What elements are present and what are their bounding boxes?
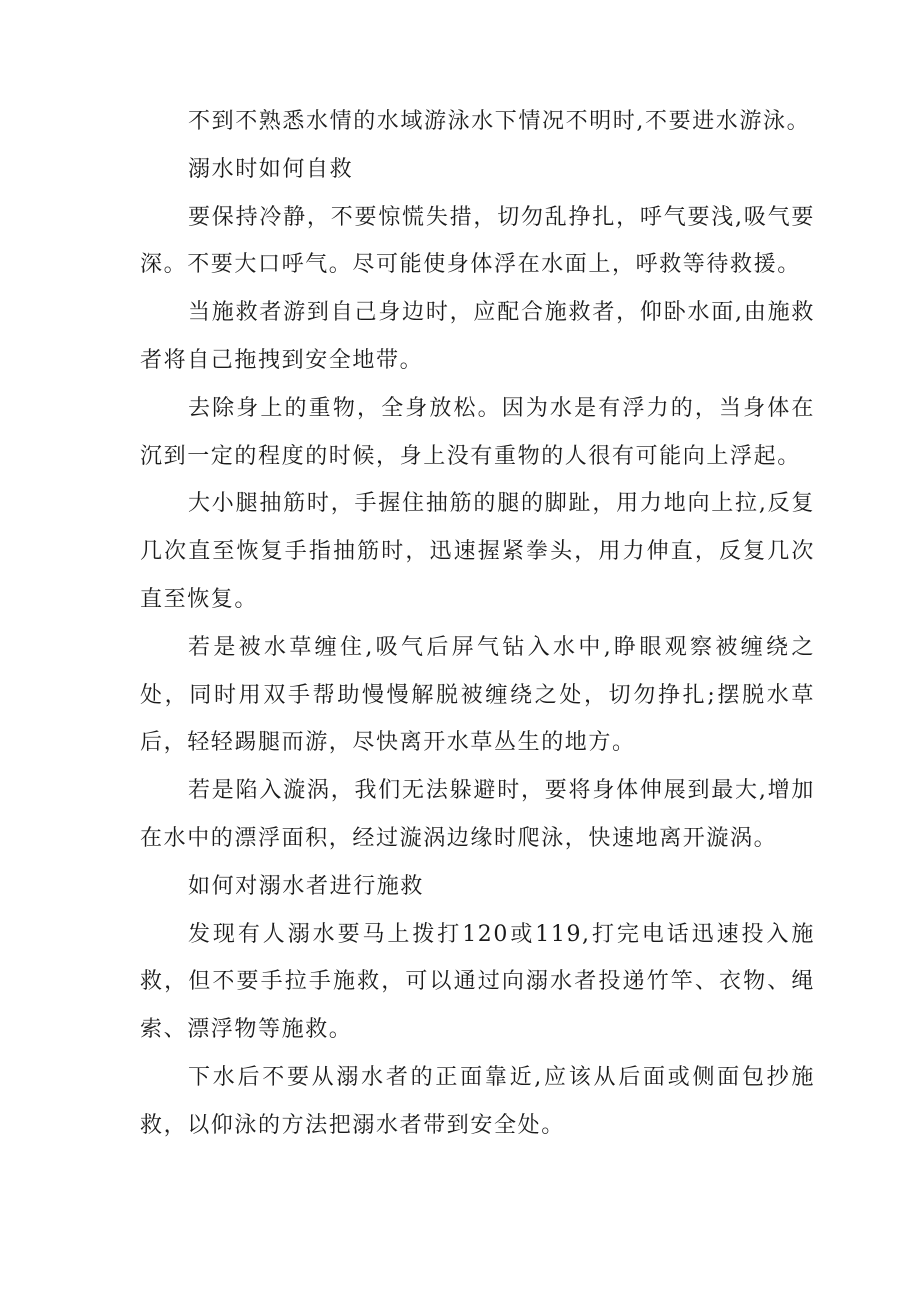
document-body (140, 98, 815, 1150)
section-heading-self-rescue: 溺水时如何自救 (188, 156, 354, 182)
paragraph-cooperate-rescuer: 当施救者游到自己身边时，应配合施救者，仰卧水面,由施救者将自己拖拽到安全地带。 (140, 300, 815, 373)
section-heading-rescue-others: 如何对溺水者进行施救 (188, 873, 425, 899)
paragraph-whirlpool: 若是陷入漩涡，我们无法躲避时，要将身体伸展到最大,增加在水中的漂浮面积，经过漩涡边缘时爬泳，快速地离开漩涡。 (140, 778, 815, 851)
paragraph-cramp: 大小腿抽筋时，手握住抽筋的腿的脚趾，用力地向上拉,反复几次直至恢复手指抽筋时，迅速握紧拳头，用力伸直，反复几次直至恢复。 (140, 491, 815, 612)
paragraph-no-unfamiliar-waters: 不到不熟悉水情的水域游泳水下情况不明时,不要进水游泳。 (188, 109, 811, 134)
paragraph-approach-from-behind: 下水后不要从溺水者的正面靠近,应该从后面或侧面包抄施救，以仰泳的方法把溺水者带到安全处。 (140, 1064, 815, 1138)
paragraph-call-emergency: 发现有人溺水要马上拨打120或119,打完电话迅速投入施救，但不要手拉手施救，可以通过向溺水者投递竹竿、衣物、绳索、漂浮物等施救。 (140, 921, 815, 1043)
paragraph-stay-calm: 要保持冷静，不要惊慌失措，切勿乱挣扎，呼气要浅,吸气要深。不要大口呼气。尽可能使身体浮在水面上，呼救等待救援。 (140, 204, 815, 278)
paragraph-waterweed: 若是被水草缠住,吸气后屏气钻入水中,睁眼观察被缠绕之处，同时用双手帮助慢慢解脱被缠绕之处，切勿挣扎;摆脱水草后，轻轻踢腿而游，尽快离开水草丛生的地方。 (140, 634, 815, 756)
paragraph-remove-weight: 去除身上的重物，全身放松。因为水是有浮力的，当身体在沉到一定的程度的时候，身上没有重物的人很有可能向上浮起。 (140, 395, 815, 469)
